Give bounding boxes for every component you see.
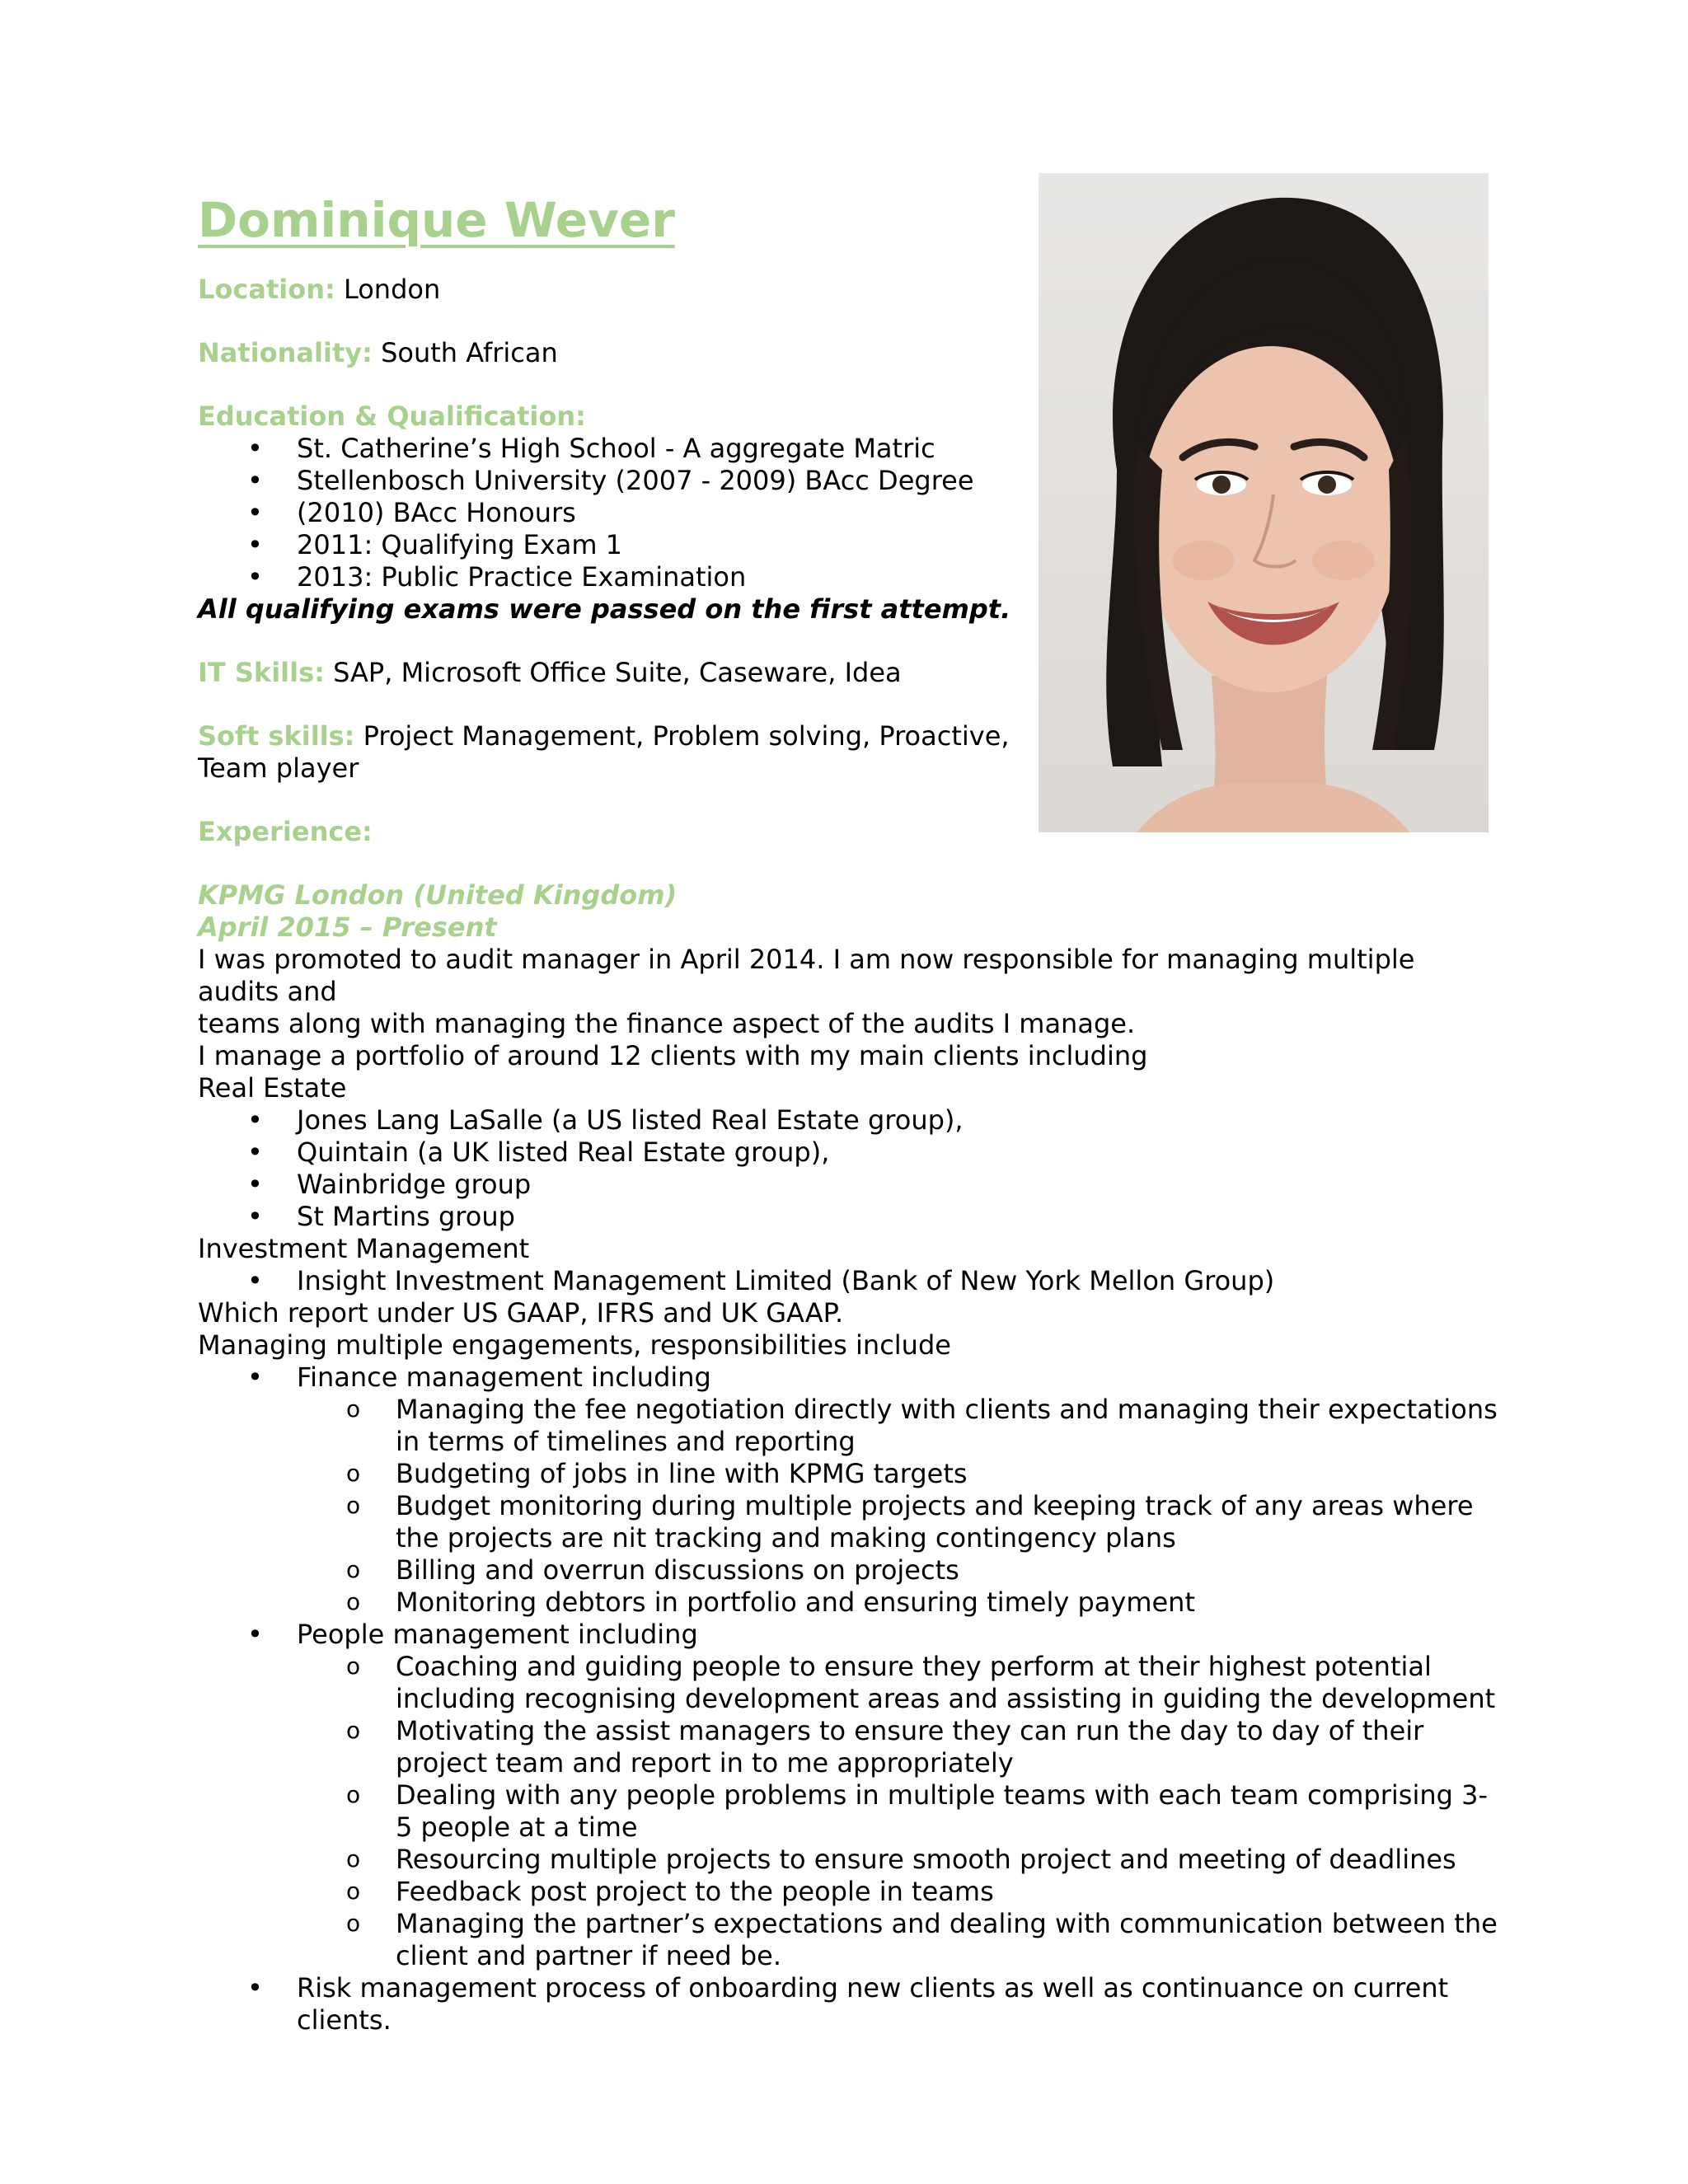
soft-skills-label: Soft skills: [198,720,355,752]
list-item: • Jones Lang LaSalle (a US listed Real Estate group), [198,1104,1500,1137]
sub-list-item: o Monitoring debtors in portfolio and ensuring timely payment [198,1586,1500,1619]
sub-list-item: o Motivating the assist managers to ensure they can run the day to day of their project team and report in to me appropriately [198,1715,1500,1779]
experience-intro-line: I manage a portfolio of around 12 clients with my main clients including [198,1040,1148,1071]
list-item [198,1619,1500,1972]
experience-after-line: Which report under US GAAP, IFRS and UK GAAP. [198,1297,844,1329]
experience-intro-line: teams along with managing the finance aspect of the audits I manage. [198,1008,1136,1039]
it-skills-label: IT Skills: [198,657,325,688]
real-estate-clients-list [198,1104,1500,1233]
location-field [198,274,1500,306]
education-note: All qualifying exams were passed on the first attempt. [198,593,1011,625]
location-label: Location: [198,274,335,305]
soft-skills-value-line1: Project Management, Problem solving, Proactive, [363,720,1010,752]
it-skills-field [198,657,1500,689]
investment-clients-list [198,1265,1500,1297]
experience-heading: Experience: [198,816,373,847]
list-item: • St Martins group [198,1201,1500,1233]
sub-list-item: o Managing the fee negotiation directly with clients and managing their expectations in terms of timelines and reporting [198,1394,1500,1458]
soft-skills-value-line2: Team player [198,752,359,784]
list-item: • 2011: Qualifying Exam 1 [198,529,1500,561]
list-item: • Risk management process of onboarding new clients as well as continuance on current clients. [198,1972,1500,2036]
responsibilities-list [198,1361,1500,2036]
experience-intro-line: I was promoted to audit manager in April 2014. I am now responsible for managing multiple audits and [198,944,1415,1007]
sub-list-item: o Coaching and guiding people to ensure they perform at their highest potential including recognising development areas and assisting in guiding the development [198,1651,1500,1715]
education-heading: Education & Qualification: [198,401,586,432]
experience-entry [198,879,1500,2036]
finance-management-sublist [198,1394,1500,1619]
experience-after-line: Managing multiple engagements, responsibilities include [198,1329,951,1361]
sub-list-item: o Managing the partner’s expectations and dealing with communication between the client and partner if need be. [198,1908,1500,1972]
sub-list-item: o Resourcing multiple projects to ensure smooth project and meeting of deadlines [198,1844,1500,1876]
nationality-label: Nationality: [198,337,373,368]
education-list [198,433,1500,593]
experience-period: April 2015 – Present [198,912,497,943]
sub-list-item: o Budgeting of jobs in line with KPMG targets [198,1458,1500,1490]
experience-company: KPMG London (United Kingdom) [198,879,678,911]
sub-list-item: o Dealing with any people problems in multiple teams with each team comprising 3-5 people at a time [198,1779,1500,1844]
nationality-field [198,337,1500,369]
location-value: London [343,274,441,305]
finance-management-label: Finance management including [297,1361,711,1393]
list-item: • Wainbridge group [198,1169,1500,1201]
experience-intro-line: Real Estate [198,1072,347,1104]
list-item: • (2010) BAcc Honours [198,497,1500,529]
it-skills-value: SAP, Microsoft Office Suite, Caseware, Idea [333,657,902,688]
resume-content [198,191,1500,2036]
candidate-name: Dominique Wever [198,192,675,248]
education-section [198,401,1500,626]
nationality-value: South African [381,337,558,368]
sub-list-item: o Budget monitoring during multiple projects and keeping track of any areas where the projects are nit tracking and making contingency plans [198,1490,1500,1554]
people-management-label: People management including [297,1619,698,1650]
list-item: • Insight Investment Management Limited (Bank of New York Mellon Group) [198,1265,1500,1297]
list-item: • St. Catherine’s High School - A aggregate Matric [198,433,1500,465]
investment-label: Investment Management [198,1233,530,1264]
sub-list-item: o Billing and overrun discussions on projects [198,1554,1500,1586]
people-management-sublist [198,1651,1500,1972]
list-item: • Stellenbosch University (2007 - 2009) BAcc Degree [198,465,1500,497]
soft-skills-field [198,720,1500,785]
list-item: • 2013: Public Practice Examination [198,561,1500,593]
list-item: • Quintain (a UK listed Real Estate group), [198,1137,1500,1169]
list-item [198,1361,1500,1619]
sub-list-item: o Feedback post project to the people in teams [198,1876,1500,1908]
